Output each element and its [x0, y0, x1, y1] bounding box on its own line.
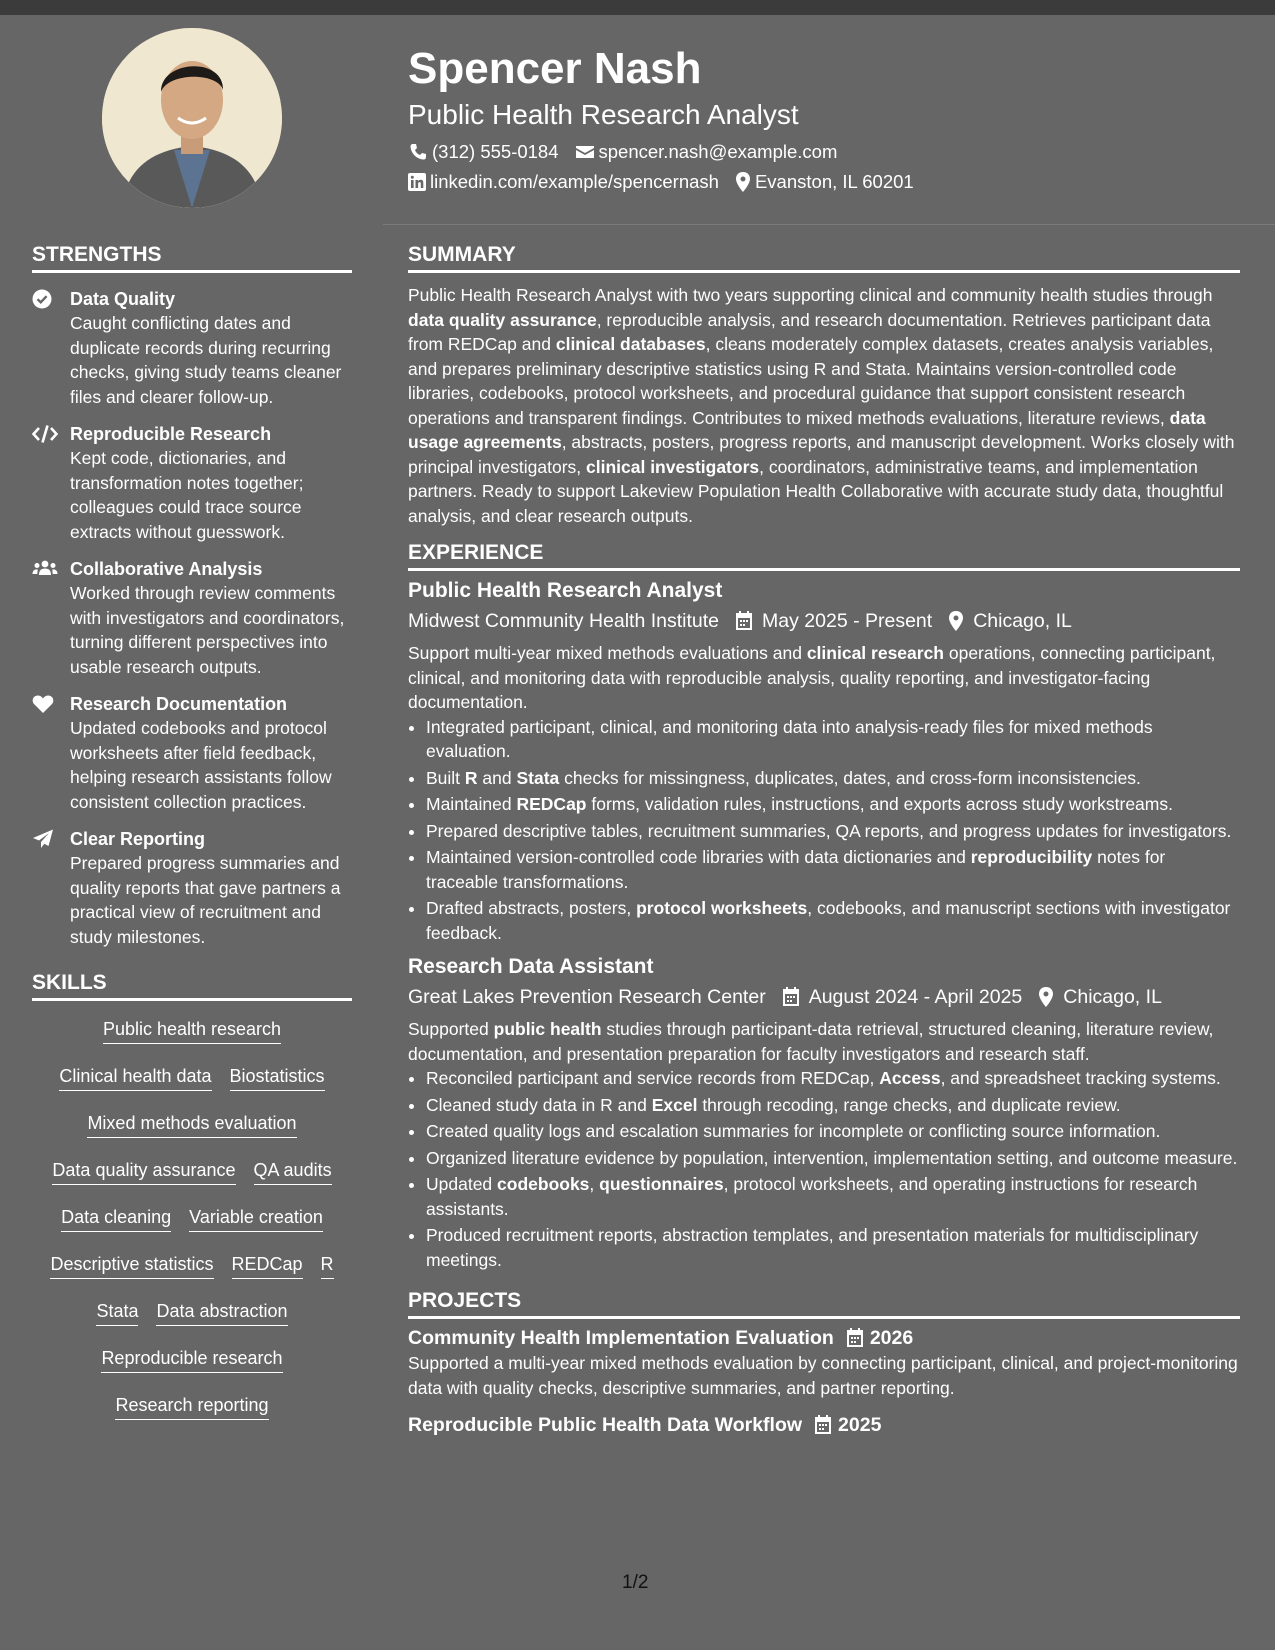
bullet-item: • Built R and Stata checks for missingness, duplicates, dates, and cross-form inconsistencies. [426, 766, 1240, 791]
bullet-item: • Updated codebooks, questionnaires, protocol worksheets, and operating instructions for research assistants. [426, 1172, 1240, 1221]
strength-title: Reproducible Research [70, 424, 272, 444]
skill-chip: Public health research [103, 1017, 281, 1044]
job-location-wrap [948, 608, 1072, 634]
skill-chip: Data abstraction [156, 1299, 287, 1326]
job-bullets [408, 1066, 1240, 1272]
strength-title: Collaborative Analysis [70, 559, 263, 579]
skill-chip: Reproducible research [101, 1346, 282, 1373]
project-title: Community Health Implementation Evaluation [408, 1327, 834, 1349]
project-entry [408, 1325, 1240, 1400]
code-icon [32, 424, 58, 444]
map-pin-icon [735, 172, 751, 192]
calendar-icon [782, 987, 800, 1007]
job-org: Great Lakes Prevention Research Center [408, 986, 766, 1008]
candidate-title: Public Health Research Analyst [408, 99, 799, 130]
profile-photo [102, 28, 282, 208]
resume-header [408, 42, 1238, 194]
strength-desc: Updated codebooks and protocol worksheets after field feedback, helping research assistants follow consistent collection practices. [70, 718, 332, 812]
job-location: Chicago, IL [973, 610, 1072, 632]
bullet-item: • Reconciled participant and service records from REDCap, Access, and spreadsheet tracking systems. [426, 1066, 1240, 1091]
users-icon [32, 559, 58, 579]
job-dates: August 2024 - April 2025 [808, 986, 1023, 1008]
projects-heading: PROJECTS [408, 1288, 1240, 1319]
skill-chip: REDCap [232, 1252, 303, 1279]
contact-linkedin[interactable] [408, 170, 719, 194]
strength-item [32, 422, 352, 544]
contact-row-2 [408, 170, 1238, 194]
right-column [408, 242, 1240, 1438]
skill-chip: Descriptive statistics [50, 1252, 213, 1279]
bullet-item: • Organized literature evidence by population, intervention, implementation setting, and outcome measure. [426, 1146, 1240, 1171]
strength-item [32, 557, 352, 679]
calendar-icon [735, 611, 753, 631]
project-title-row [408, 1325, 1240, 1351]
project-title-row [408, 1412, 1240, 1438]
contact-location [735, 170, 914, 194]
map-pin-icon [948, 611, 964, 631]
job-dates-wrap [735, 608, 932, 634]
linkedin-icon [408, 173, 426, 191]
contact-email[interactable] [575, 140, 838, 164]
phone-text: (312) 555-0184 [432, 141, 559, 162]
summary-heading: SUMMARY [408, 242, 1240, 273]
check-circle-icon [32, 289, 52, 309]
linkedin-text: linkedin.com/example/spencernash [430, 171, 719, 192]
skill-chip: Data cleaning [61, 1205, 171, 1232]
strengths-heading: STRENGTHS [32, 242, 352, 273]
bullet-item: • Produced recruitment reports, abstraction templates, and presentation materials for multidisciplinary meetings. [426, 1223, 1240, 1272]
job-dates-wrap [782, 984, 1023, 1010]
job-meta [408, 608, 1240, 634]
left-column [32, 242, 352, 1434]
bullet-item: • Prepared descriptive tables, recruitment summaries, QA reports, and progress updates for investigators. [426, 819, 1240, 844]
job-entry [408, 953, 1240, 1272]
project-year: 2025 [838, 1414, 882, 1436]
skills-heading: SKILLS [32, 970, 352, 1001]
page-number: 1/2 [622, 1572, 649, 1593]
job-org: Midwest Community Health Institute [408, 610, 720, 632]
project-desc: Supported a multi-year mixed methods evaluation by connecting participant, clinical, and project-monitoring data with quality checks, descriptive summaries, and partner reporting. [408, 1353, 1238, 1398]
bullet-item: • Maintained REDCap forms, validation rules, instructions, and exports across study workstreams. [426, 792, 1240, 817]
location-text: Evanston, IL 60201 [754, 171, 914, 192]
strength-title: Clear Reporting [70, 829, 206, 849]
header-divider [383, 224, 1275, 225]
contact-phone[interactable] [408, 140, 559, 164]
skill-chip: Stata [96, 1299, 138, 1326]
top-bar [0, 0, 1275, 15]
strength-desc: Kept code, dictionaries, and transformation notes together; colleagues could trace source extracts without guesswork. [70, 448, 304, 542]
skill-chip: QA audits [254, 1158, 332, 1185]
envelope-icon [575, 142, 595, 162]
job-dates: May 2025 - Present [762, 610, 933, 632]
skill-chip: Data quality assurance [52, 1158, 235, 1185]
job-location: Chicago, IL [1063, 986, 1162, 1008]
skills-list [32, 1011, 352, 1434]
strength-title: Research Documentation [70, 694, 288, 714]
bullet-item: • Maintained version-controlled code libraries with data dictionaries and reproducibility notes for traceable transformations. [426, 845, 1240, 894]
project-entry [408, 1412, 1240, 1438]
map-pin-icon [1038, 987, 1054, 1007]
bullet-item: • Drafted abstracts, posters, protocol worksheets, codebooks, and manuscript sections with investigator feedback. [426, 896, 1240, 945]
job-intro: Supported public health studies through participant-data retrieval, structured cleaning, literature review, documentation, and presentation preparation for faculty investigators and research staff. [408, 1019, 1214, 1064]
candidate-name: Spencer Nash [408, 44, 702, 93]
paper-plane-icon [32, 829, 54, 849]
email-text: spencer.nash@example.com [598, 141, 838, 162]
strength-item [32, 692, 352, 814]
job-title: Public Health Research Analyst [408, 579, 723, 602]
calendar-icon [846, 1328, 864, 1348]
job-title: Research Data Assistant [408, 955, 654, 978]
strength-desc: Prepared progress summaries and quality reports that gave partners a practical view of recruitment and study milestones. [70, 853, 341, 947]
heart-icon [32, 694, 54, 714]
contact-row-1 [408, 140, 1238, 164]
skill-chip: R [321, 1252, 334, 1279]
strength-desc: Caught conflicting dates and duplicate records during recurring checks, giving study teams cleaner files and clearer follow-up. [70, 313, 342, 407]
strength-title: Data Quality [70, 289, 176, 309]
skill-chip: Biostatistics [230, 1064, 325, 1091]
skill-chip: Research reporting [115, 1393, 268, 1420]
bullet-item: • Created quality logs and escalation summaries for incomplete or conflicting source information. [426, 1119, 1240, 1144]
strength-desc: Worked through review comments with investigators and coordinators, turning different perspectives into usable research outputs. [70, 583, 345, 677]
bullet-item: • Cleaned study data in R and Excel through recoding, range checks, and duplicate review. [426, 1093, 1240, 1118]
job-meta [408, 984, 1240, 1010]
job-entry [408, 577, 1240, 945]
job-bullets [408, 715, 1240, 946]
strength-item [32, 287, 352, 409]
job-location-wrap [1038, 984, 1162, 1010]
bullet-item: • Integrated participant, clinical, and monitoring data into analysis-ready files for mixed methods evaluation. [426, 715, 1240, 764]
experience-heading: EXPERIENCE [408, 540, 1240, 571]
phone-icon [408, 142, 428, 162]
calendar-icon [814, 1415, 832, 1435]
job-intro: Support multi-year mixed methods evaluations and clinical research operations, connecting participant, clinical, and monitoring data with reproducible analysis, quality reporting, and investigator-facing documentation. [408, 643, 1216, 712]
summary-text: Public Health Research Analyst with two years supporting clinical and community health studies through data quality assurance, reproducible analysis, and research documentation. Retrieves participant data from REDCap and clinical databases, cleans moderately complex datasets, creates analysis variables, and prepares preliminary descriptive statistics using R and Stata. Maintains version-controlled code libraries, codebooks, protocol worksheets, and procedural guidance that support consistent research operations and transparent findings. Contributes to mixed methods evaluations, literature reviews, data usage agreements, abstracts, posters, progress reports, and manuscript development. Works closely with principal investigators, clinical investigators, coordinators, administrative teams, and implementation partners. Ready to support Lakeview Population Health Collaborative with accurate study data, thoughtful analysis, and clear research outputs. [408, 285, 1235, 526]
skill-chip: Clinical health data [59, 1064, 211, 1091]
skill-chip: Mixed methods evaluation [87, 1111, 296, 1138]
skill-chip: Variable creation [189, 1205, 323, 1232]
project-title: Reproducible Public Health Data Workflow [408, 1414, 803, 1436]
project-year: 2026 [869, 1327, 914, 1349]
strength-item [32, 827, 352, 949]
